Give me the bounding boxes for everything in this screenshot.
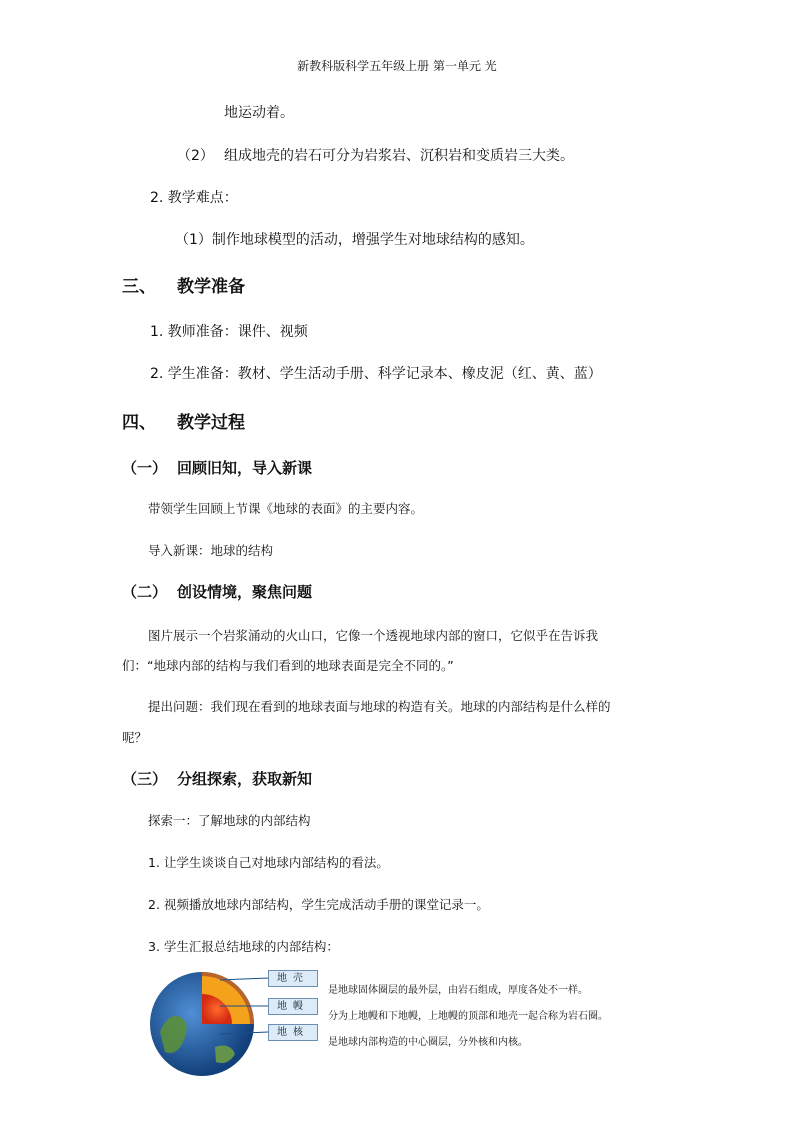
volcano-paragraph-line2: 们：“地球内部的结构与我们看到的地球表面是完全不同的。”: [122, 658, 454, 673]
line-earth-moving: 地运动着。: [224, 105, 294, 121]
leader-line-crust: [220, 978, 268, 980]
question-paragraph-line2: 呢？: [122, 730, 148, 745]
difficulty-item-1: （1）制作地球模型的活动，增强学生对地球结构的感知。: [175, 232, 534, 248]
subsection-2-title: 创设情境，聚焦问题: [177, 583, 313, 601]
question-paragraph-line1: 提出问题：我们现在看到的地球表面与地球的构造有关。地球的内部结构是什么样的: [148, 699, 611, 714]
subsection-1-number: （一）: [122, 459, 168, 477]
label-leader-lines: [220, 972, 280, 1052]
subsection-2-number: （二）: [122, 583, 168, 601]
core-description: 是地球内部构造的中心圈层，分外核和内核。: [328, 1037, 528, 1048]
label-mantle: 地幔: [268, 998, 318, 1015]
exploration-step-1: 1. 让学生谈谈自己对地球内部结构的看法。: [148, 855, 389, 870]
label-crust: 地壳: [268, 970, 318, 987]
review-paragraph: 带领学生回顾上节课《地球的表面》的主要内容。: [148, 501, 424, 516]
exploration-step-2: 2. 视频播放地球内部结构，学生完成活动手册的课堂记录一。: [148, 897, 489, 912]
subsection-3-title: 分组探索，获取新知: [177, 770, 313, 788]
section-3-number: 三、: [122, 277, 156, 297]
exploration-step-3: 3. 学生汇报总结地球的内部结构：: [148, 939, 339, 954]
earth-structure-figure: [140, 962, 660, 1077]
mantle-description: 分为上地幔和下地幔，上地幔的顶部和地壳一起合称为岩石圈。: [328, 1011, 608, 1022]
exploration-1-title: 探索一：了解地球的内部结构: [148, 813, 311, 828]
new-lesson-intro: 导入新课：地球的结构: [148, 543, 274, 558]
section-4-title: 教学过程: [177, 413, 245, 433]
item-rock-types: 组成地壳的岩石可分为岩浆岩、沉积岩和变质岩三大类。: [224, 148, 574, 164]
page-header: 新教科版科学五年级上册 第一单元 光: [297, 59, 497, 73]
teacher-preparation: 1. 教师准备：课件、视频: [150, 324, 308, 340]
subsection-1-title: 回顾旧知，导入新课: [177, 459, 313, 477]
subsection-3-number: （三）: [122, 770, 168, 788]
section-3-title: 教学准备: [177, 277, 245, 297]
crust-description: 是地球固体圈层的最外层，由岩石组成，厚度各处不一样。: [328, 985, 588, 996]
label-core: 地核: [268, 1024, 318, 1041]
item-2-number: （2）: [177, 148, 214, 164]
teaching-difficulty-title: 2. 教学难点：: [150, 190, 238, 206]
student-preparation: 2. 学生准备：教材、学生活动手册、科学记录本、橡皮泥（红、黄、蓝）: [150, 366, 602, 382]
section-4-number: 四、: [122, 413, 156, 433]
volcano-paragraph-line1: 图片展示一个岩浆涌动的火山口，它像一个透视地球内部的窗口，它似乎在告诉我: [148, 628, 599, 643]
leader-line-core: [220, 1032, 268, 1034]
